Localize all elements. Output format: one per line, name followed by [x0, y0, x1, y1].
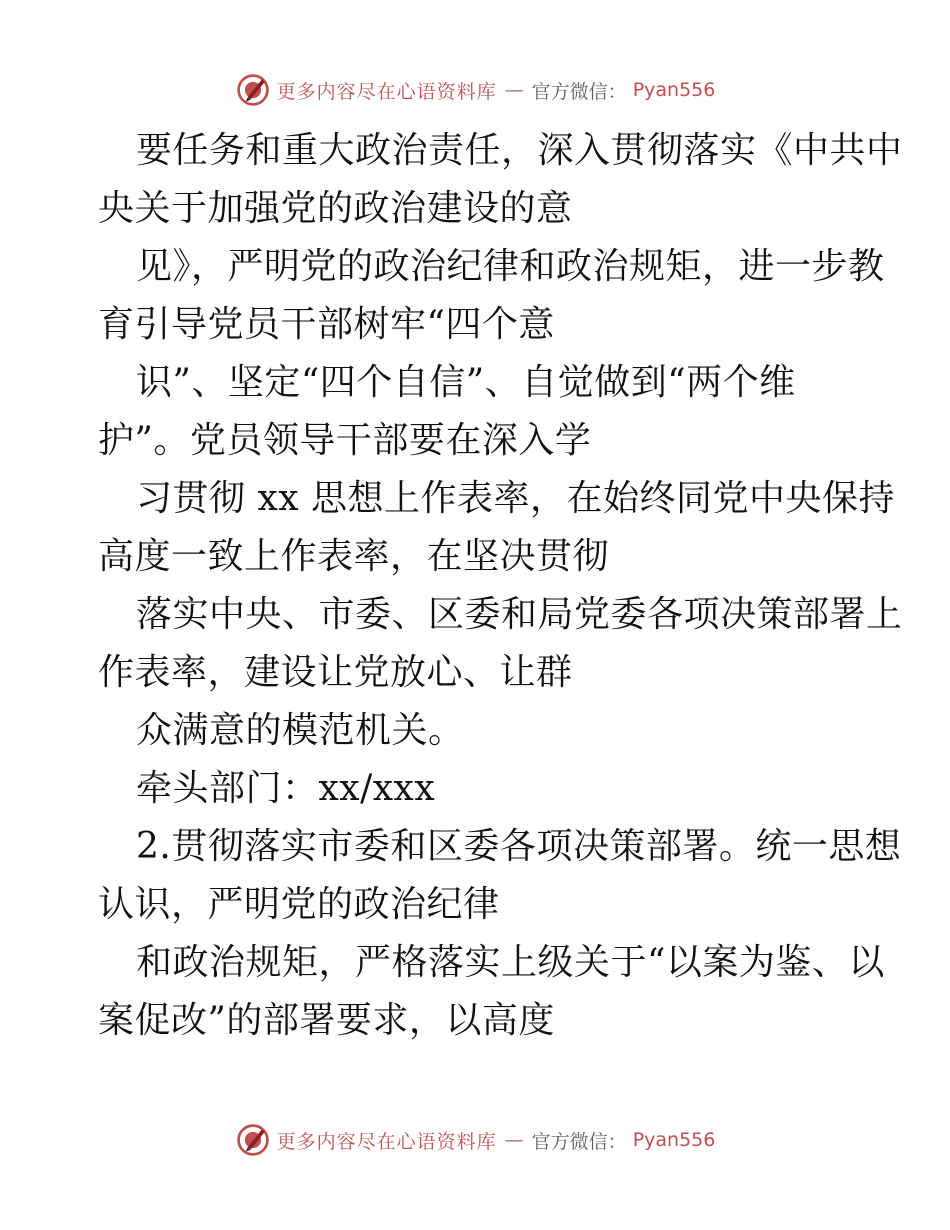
header-banner [0, 70, 950, 110]
document-line: 高度一致上作表率，在坚决贯彻 [98, 536, 610, 577]
banner-wechat-label: 官方微信： [531, 1130, 627, 1153]
banner-site-text: 更多内容尽在心语资料库 [276, 80, 497, 103]
banner-wechat-id: Pyan556 [632, 1129, 716, 1151]
document-line: 见》，严明党的政治纪律和政治规矩，进一步教 [136, 246, 885, 287]
document-line: 识”、坚定“四个自信”、自觉做到“两个维 [136, 362, 796, 403]
document-line: 育引导党员干部树牢“四个意 [98, 304, 555, 345]
banner-site-text: 更多内容尽在心语资料库 [276, 1130, 497, 1153]
banner-wechat-id: Pyan556 [632, 79, 716, 101]
document-line: 2.贯彻落实市委和区委各项决策部署。统一思想 [136, 826, 902, 867]
document-line: 牵头部门：xx/xxx [136, 768, 436, 809]
banner-wechat-label: 官方微信： [531, 80, 627, 103]
document-line: 落实中央、市委、区委和局党委各项决策部署上 [136, 594, 903, 635]
document-line: 案促改”的部署要求，以高度 [98, 1000, 555, 1041]
banner-dash: — [504, 1129, 524, 1151]
document-line: 和政治规矩，严格落实上级关于“以案为鉴、以 [136, 942, 885, 983]
banner-dash: — [504, 79, 524, 101]
brand-logo-icon [235, 1122, 271, 1158]
document-line: 要任务和重大政治责任，深入贯彻落实《中共中 [136, 130, 903, 171]
brand-logo-icon [235, 72, 271, 108]
document-line: 作表率，建设让党放心、让群 [98, 652, 573, 693]
footer-banner [0, 1120, 950, 1160]
document-line: 护”。党员领导干部要在深入学 [98, 420, 592, 461]
document-line: 习贯彻 xx 思想上作表率，在始终同党中央保持 [136, 478, 895, 519]
footer-banner-content [235, 1122, 716, 1158]
header-banner-content [235, 72, 716, 108]
document-body [98, 122, 903, 1050]
document-line: 众满意的模范机关。 [136, 710, 465, 751]
document-line: 央关于加强党的政治建设的意 [98, 188, 573, 229]
document-line: 认识，严明党的政治纪律 [98, 884, 500, 925]
